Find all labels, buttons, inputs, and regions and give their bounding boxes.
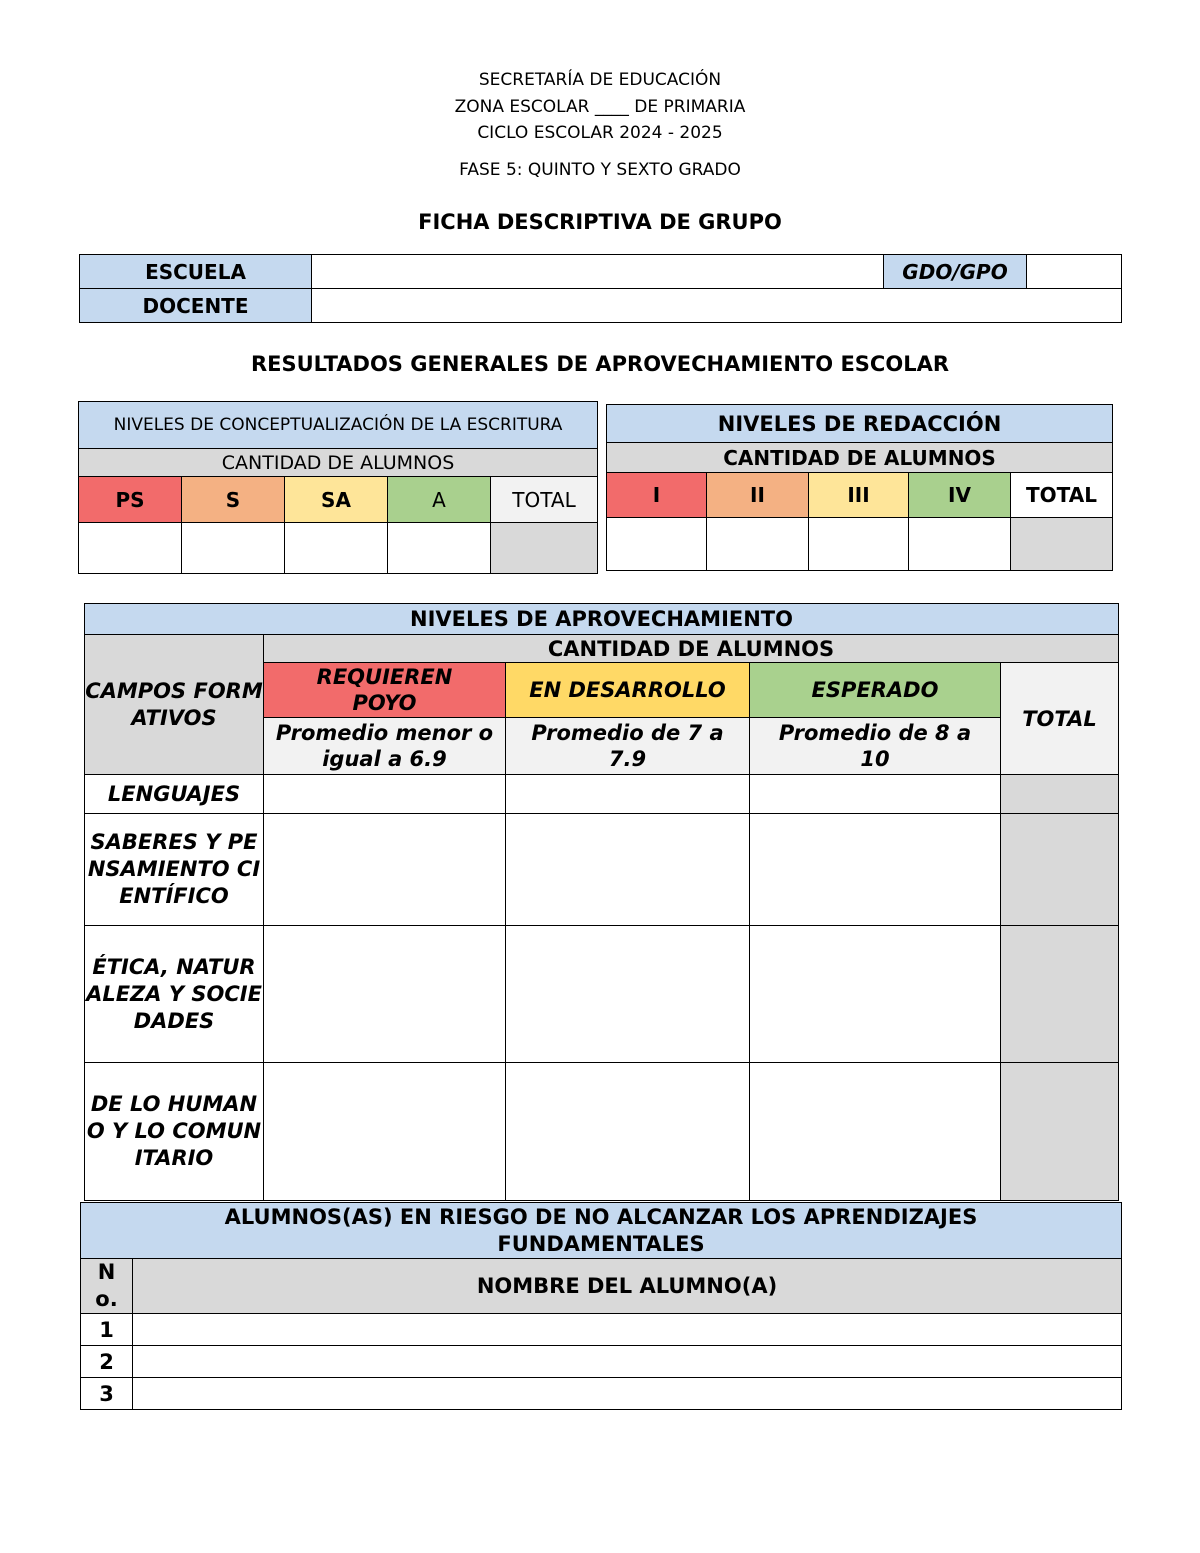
humano-esperado-field[interactable]	[750, 1063, 1001, 1201]
no-label: No.	[81, 1259, 133, 1314]
row-number: 1	[81, 1314, 133, 1346]
campo-humano: DE LO HUMANO Y LO COMUNITARIO	[85, 1063, 264, 1201]
riesgo-table	[80, 1202, 1122, 1410]
requieren-apoyo-header: REQUIEREN POYO	[264, 663, 506, 718]
lenguajes-requieren-field[interactable]	[264, 775, 506, 814]
alumno-name-field[interactable]	[133, 1314, 1122, 1346]
saberes-requieren-field[interactable]	[264, 814, 506, 926]
en-desarrollo-desc: Promedio de 7 a 7.9	[506, 718, 750, 775]
conceptualizacion-title: NIVELES DE CONCEPTUALIZACIÓN DE LA ESCRITURA	[79, 402, 598, 449]
header-line-2: ZONA ESCOLAR ____ DE PRIMARIA	[454, 97, 746, 117]
lenguajes-desarrollo-field[interactable]	[506, 775, 750, 814]
gdo-gpo-field[interactable]	[1027, 255, 1122, 289]
etica-esperado-field[interactable]	[750, 926, 1001, 1063]
level-s: S	[182, 477, 285, 523]
campo-saberes: SABERES Y PENSAMIENTO CIENTÍFICO	[85, 814, 264, 926]
saberes-total-field	[1001, 814, 1119, 926]
row-number: 2	[81, 1346, 133, 1378]
campos-formativos-label: CAMPOS FORMATIVOS	[85, 635, 264, 775]
i-count-field[interactable]	[607, 518, 707, 571]
a-count-field[interactable]	[388, 523, 491, 574]
esperado-header: ESPERADO	[750, 663, 1001, 718]
campo-lenguajes: LENGUAJES	[85, 775, 264, 814]
aprovechamiento-table	[84, 603, 1119, 1201]
level-i: I	[607, 473, 707, 518]
docente-label: DOCENTE	[80, 289, 312, 323]
conceptualizacion-subtitle: CANTIDAD DE ALUMNOS	[79, 449, 598, 477]
nombre-alumno-label: NOMBRE DEL ALUMNO(A)	[133, 1259, 1122, 1314]
etica-total-field	[1001, 926, 1119, 1063]
header-line-3: CICLO ESCOLAR 2024 - 2025	[477, 123, 723, 143]
esperado-desc: Promedio de 8 a 10	[750, 718, 1001, 775]
saberes-desarrollo-field[interactable]	[506, 814, 750, 926]
aprovechamiento-title: NIVELES DE APROVECHAMIENTO	[85, 604, 1119, 635]
header-line-4: FASE 5: QUINTO Y SEXTO GRADO	[459, 160, 741, 180]
level-ii: II	[707, 473, 809, 518]
redaccion-total-label: TOTAL	[1011, 473, 1113, 518]
s-count-field[interactable]	[182, 523, 285, 574]
alumno-name-field[interactable]	[133, 1346, 1122, 1378]
redaccion-title: NIVELES DE REDACCIÓN	[607, 405, 1113, 443]
conceptualizacion-total-label: TOTAL	[491, 477, 598, 523]
level-ps: PS	[79, 477, 182, 523]
info-table	[79, 254, 1122, 323]
lenguajes-total-field	[1001, 775, 1119, 814]
results-title: RESULTADOS GENERALES DE APROVECHAMIENTO ESCOLAR	[250, 352, 950, 376]
level-iv: IV	[909, 473, 1011, 518]
etica-desarrollo-field[interactable]	[506, 926, 750, 1063]
lenguajes-esperado-field[interactable]	[750, 775, 1001, 814]
etica-requieren-field[interactable]	[264, 926, 506, 1063]
riesgo-title: ALUMNOS(AS) EN RIESGO DE NO ALCANZAR LOS APRENDIZAJES FUNDAMENTALES	[81, 1203, 1122, 1259]
header-line-1: SECRETARÍA DE EDUCACIÓN	[478, 70, 722, 90]
humano-desarrollo-field[interactable]	[506, 1063, 750, 1201]
escuela-label: ESCUELA	[80, 255, 312, 289]
campo-etica: ÉTICA, NATURALEZA Y SOCIEDADES	[85, 926, 264, 1063]
redaccion-subtitle: CANTIDAD DE ALUMNOS	[607, 443, 1113, 473]
humano-requieren-field[interactable]	[264, 1063, 506, 1201]
conceptualizacion-table	[78, 401, 598, 574]
sa-count-field[interactable]	[285, 523, 388, 574]
redaccion-table	[606, 404, 1113, 571]
saberes-esperado-field[interactable]	[750, 814, 1001, 926]
aprovechamiento-total-label: TOTAL	[1001, 663, 1119, 775]
level-iii: III	[809, 473, 909, 518]
humano-total-field	[1001, 1063, 1119, 1201]
row-number: 3	[81, 1378, 133, 1410]
ii-count-field[interactable]	[707, 518, 809, 571]
ps-count-field[interactable]	[79, 523, 182, 574]
conceptualizacion-total-field	[491, 523, 598, 574]
page-title: FICHA DESCRIPTIVA DE GRUPO	[418, 210, 782, 234]
docente-field[interactable]	[312, 289, 1122, 323]
requieren-apoyo-desc: Promedio menor o igual a 6.9	[264, 718, 506, 775]
gdo-gpo-label: GDO/GPO	[884, 255, 1027, 289]
escuela-field[interactable]	[312, 255, 884, 289]
level-sa: SA	[285, 477, 388, 523]
level-a: A	[388, 477, 491, 523]
aprovechamiento-subtitle: CANTIDAD DE ALUMNOS	[264, 635, 1119, 663]
iv-count-field[interactable]	[909, 518, 1011, 571]
redaccion-total-field	[1011, 518, 1113, 571]
alumno-name-field[interactable]	[133, 1378, 1122, 1410]
en-desarrollo-header: EN DESARROLLO	[506, 663, 750, 718]
iii-count-field[interactable]	[809, 518, 909, 571]
